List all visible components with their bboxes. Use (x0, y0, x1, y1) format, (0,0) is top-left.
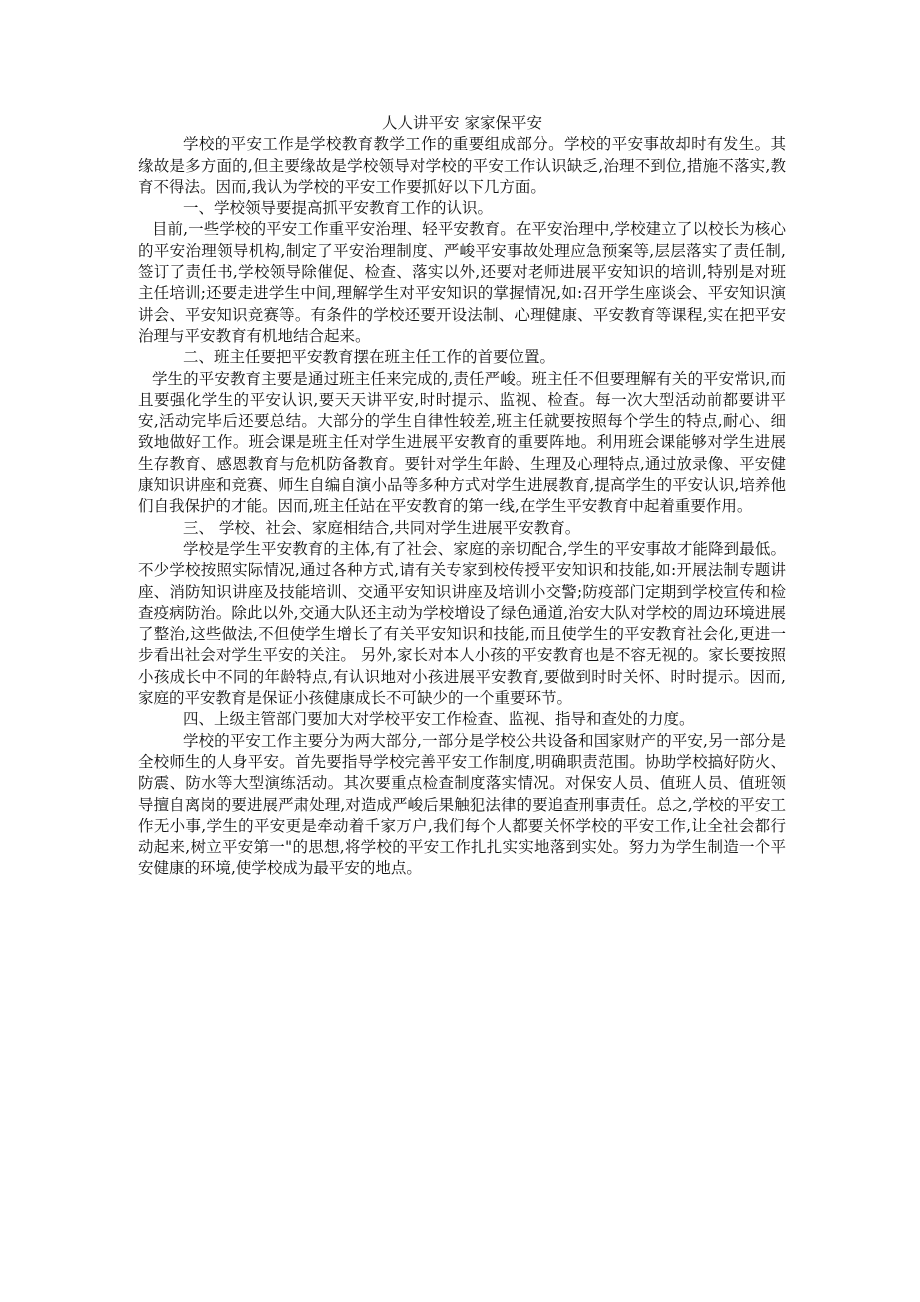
document-title: 人人讲平安 家家保平安 (382, 114, 542, 132)
paragraph-intro: 学校的平安工作是学校教育教学工作的重要组成部分。学校的平安事故却时有发生。其缘故是多方面的,但主要缘故是学校领导对学校的平安工作认识缺乏,治理不到位,措施不落实,教育不得法。因而,我认为学校的平安工作要抓好以下几方面。 (138, 135, 786, 196)
section-heading-2: 二、班主任要把平安教育摆在班主任工作的首要位置。 (182, 348, 555, 367)
section-heading-4: 四、上级主管部门要加大对学校平安工作检查、监视、指导和查处的力度。 (182, 710, 695, 729)
paragraph-section-1: 目前,一些学校的平安工作重平安治理、轻平安教育。在平安治理中,学校建立了以校长为核心的平安治理领导机构,制定了平安治理制度、严峻平安事故处理应急预案等,层层落实了责任制,签订了责任书,学校领导除催促、检查、落实以外,还要对老师进展平安知识的培训,特别是对班主任培训;还要走进学生中间,理解学生对平安知识的掌握情况,如:召开学生座谈会、平安知识演讲会、平安知识竞赛等。有条件的学校还要开设法制、心理健康、平安教育等课程,实在把平安治理与平安教育有机地结合起来。 (138, 220, 786, 345)
section-heading-3: 三、 学校、社会、家庭相结合,共同对学生进展平安教育。 (182, 518, 581, 537)
document-body (138, 113, 786, 880)
paragraph-section-2: 学生的平安教育主要是通过班主任来完成的,责任严峻。班主任不但要理解有关的平安常识,而且要强化学生的平安认识,要天天讲平安,时时提示、监视、检查。每一次大型活动前都要讲平安,活动完毕后还要总结。大部分的学生自律性较差,班主任就要按照每个学生的特点,耐心、细致地做好工作。班会课是班主任对学生进展平安教育的重要阵地。利用班会课能够对学生进展生存教育、感恩教育与危机防备教育。要针对学生年龄、生理及心理特点,通过放录像、平安健康知识讲座和竞赛、师生自编自演小品等多种方式对学生进展教育,提高学生的平安认识,培养他们自我保护的才能。因而,班主任站在平安教育的第一线,在学生平安教育中起着重要作用。 (138, 369, 786, 516)
section-heading-1: 一、学校领导要提高抓平安教育工作的认识。 (182, 199, 493, 218)
paragraph-section-4: 学校的平安工作主要分为两大部分,一部分是学校公共设备和国家财产的平安,另一部分是全校师生的人身平安。首先要指导学校完善平安工作制度,明确职责范围。协助学校搞好防火、防震、防水等大型演练活动。其次要重点检查制度落实情况。对保安人员、值班人员、值班领导擅自离岗的要进展严肃处理,对造成严峻后果触犯法律的要追查刑事责任。总之,学校的平安工作无小事,学生的平安更是牵动着千家万户,我们每个人都要关怀学校的平安工作,让全社会都行动起来,树立平安第一"的思想,将学校的平安工作扎扎实实地落到实处。努力为学生制造一个平安健康的环境,使学校成为最平安的地点。 (138, 731, 786, 878)
paragraph-section-3: 学校是学生平安教育的主体,有了社会、家庭的亲切配合,学生的平安事故才能降到最低。不少学校按照实际情况,通过各种方式,请有关专家到校传授平安知识和技能,如:开展法制专题讲座、消防知识讲座及技能培训、交通平安知识讲座及培训小交警;防疫部门定期到学校宣传和检查疫病防治。除此以外,交通大队还主动为学校增设了绿色通道,治安大队对学校的周边环境进展了整治,这些做法,不但使学生增长了有关平安知识和技能,而且使学生的平安教育社会化,更进一步看出社会对学生平安的关注。 另外,家长对本人小孩的平安教育也是不容无视的。家长要按照小孩成长中不同的年龄特点,有认识地对小孩进展平安教育,要做到时时关怀、时时提示。因而,家庭的平安教育是保证小孩健康成长不可缺少的一个重要环节。 (138, 539, 786, 708)
